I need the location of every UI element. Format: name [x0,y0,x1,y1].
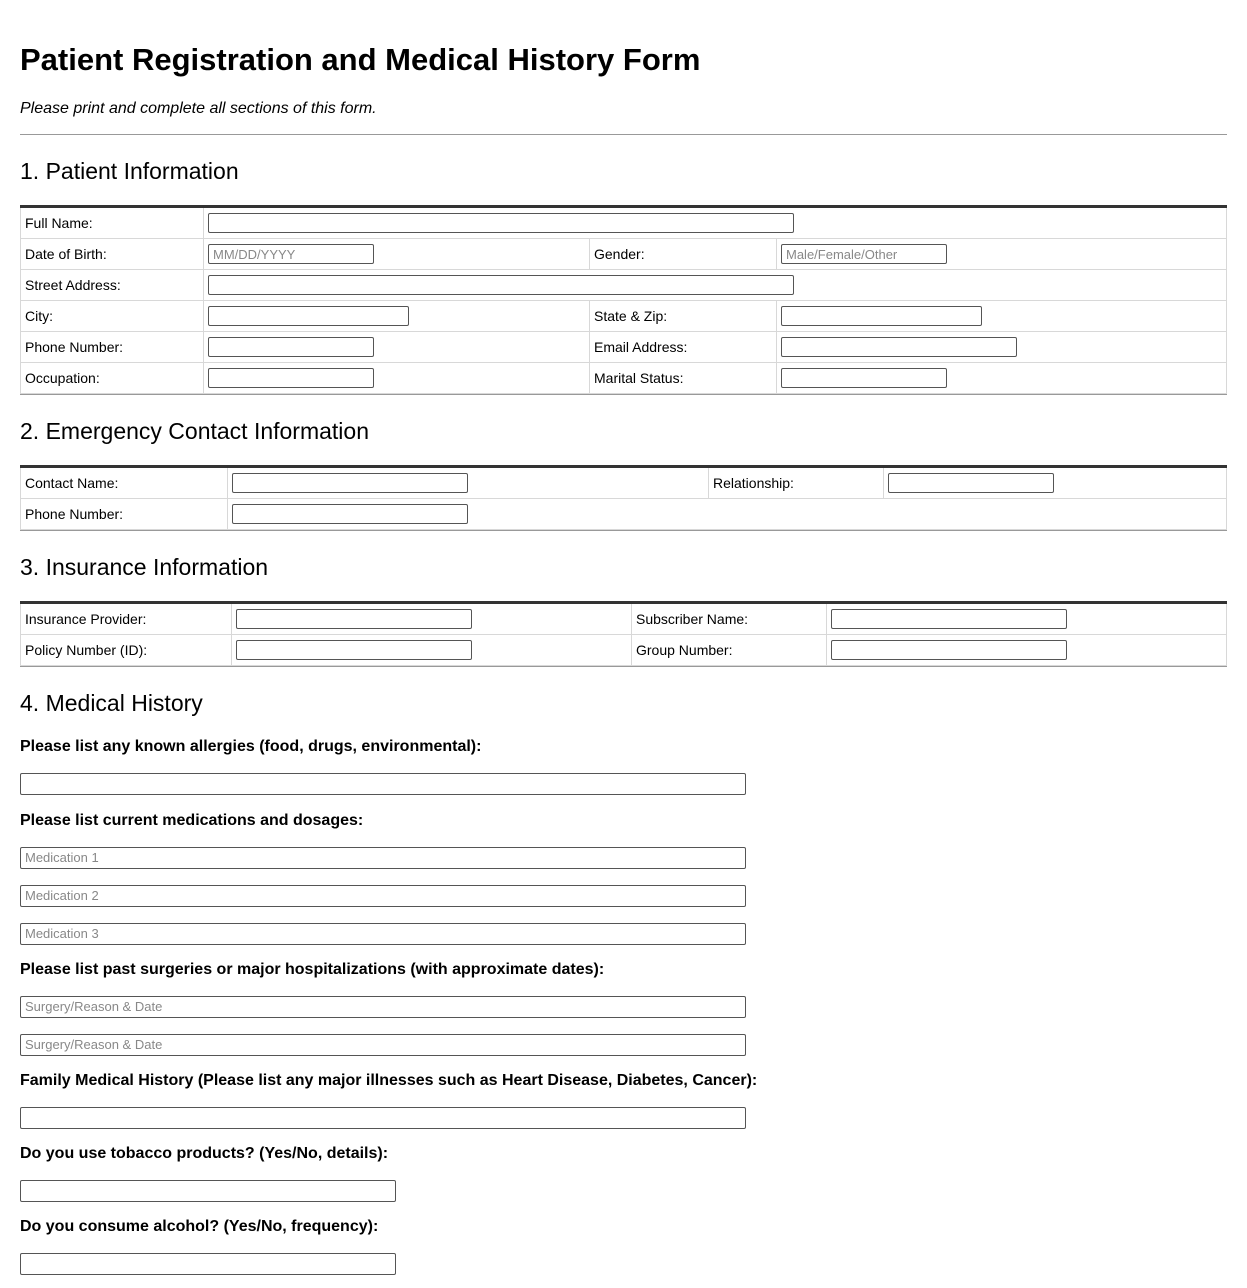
surgery-field[interactable]: Surgery/Reason & Date [20,1034,746,1056]
full-name-field[interactable] [208,213,794,233]
section-heading-medical: 4. Medical History [20,690,203,716]
phone-label: Phone Number: [21,332,204,363]
page-subtitle: Please print and complete all sections of this form. [20,100,377,117]
dob-label: Date of Birth: [21,239,204,270]
marital-label: Marital Status: [590,363,777,394]
dob-field[interactable]: MM/DD/YYYY [208,244,374,264]
tobacco-field[interactable] [20,1180,396,1202]
occupation-field[interactable] [208,368,374,388]
medication-field[interactable]: Medication 1 [20,847,746,869]
relationship-label: Relationship: [709,467,884,499]
emergency-phone-field[interactable] [232,504,468,524]
surgery-field[interactable]: Surgery/Reason & Date [20,996,746,1018]
gender-field[interactable]: Male/Female/Other [781,244,947,264]
street-label: Street Address: [21,270,204,301]
group-field[interactable] [831,640,1067,660]
group-label: Group Number: [632,635,827,666]
allergies-field[interactable] [20,773,746,795]
occupation-label: Occupation: [21,363,204,394]
email-label: Email Address: [590,332,777,363]
emergency-contact-table [20,465,1227,530]
city-label: City: [21,301,204,332]
provider-label: Insurance Provider: [21,603,232,635]
patient-info-table [20,205,1227,394]
gender-label: Gender: [590,239,777,270]
section-heading-patient: 1. Patient Information [20,158,239,184]
surgeries-question: Please list past surgeries or major hospitalizations (with approximate dates): [20,961,605,978]
contact-name-label: Contact Name: [21,467,228,499]
family-history-field[interactable] [20,1107,746,1129]
marital-field[interactable] [781,368,947,388]
emergency-phone-label: Phone Number: [21,499,228,530]
alcohol-field[interactable] [20,1253,396,1275]
alcohol-question: Do you consume alcohol? (Yes/No, frequency): [20,1218,379,1235]
contact-name-field[interactable] [232,473,468,493]
page-title: Patient Registration and Medical History Form [20,42,701,77]
full-name-label: Full Name: [21,207,204,239]
section-heading-emergency: 2. Emergency Contact Information [20,418,369,444]
medications-question: Please list current medications and dosages: [20,812,364,829]
section-heading-insurance: 3. Insurance Information [20,554,269,580]
subscriber-field[interactable] [831,609,1067,629]
provider-field[interactable] [236,609,472,629]
family-history-question: Family Medical History (Please list any major illnesses such as Heart Disease, Diabetes, Cancer): [20,1072,758,1089]
medication-field[interactable]: Medication 2 [20,885,746,907]
state-zip-field[interactable] [781,306,982,326]
tobacco-question: Do you use tobacco products? (Yes/No, details): [20,1145,389,1162]
city-field[interactable] [208,306,409,326]
medication-field[interactable]: Medication 3 [20,923,746,945]
insurance-table [20,601,1227,666]
subscriber-label: Subscriber Name: [632,603,827,635]
policy-label: Policy Number (ID): [21,635,232,666]
allergies-question: Please list any known allergies (food, drugs, environmental): [20,738,482,755]
relationship-field[interactable] [888,473,1054,493]
state-zip-label: State & Zip: [590,301,777,332]
email-field[interactable] [781,337,1017,357]
street-field[interactable] [208,275,794,295]
policy-field[interactable] [236,640,472,660]
phone-field[interactable] [208,337,374,357]
